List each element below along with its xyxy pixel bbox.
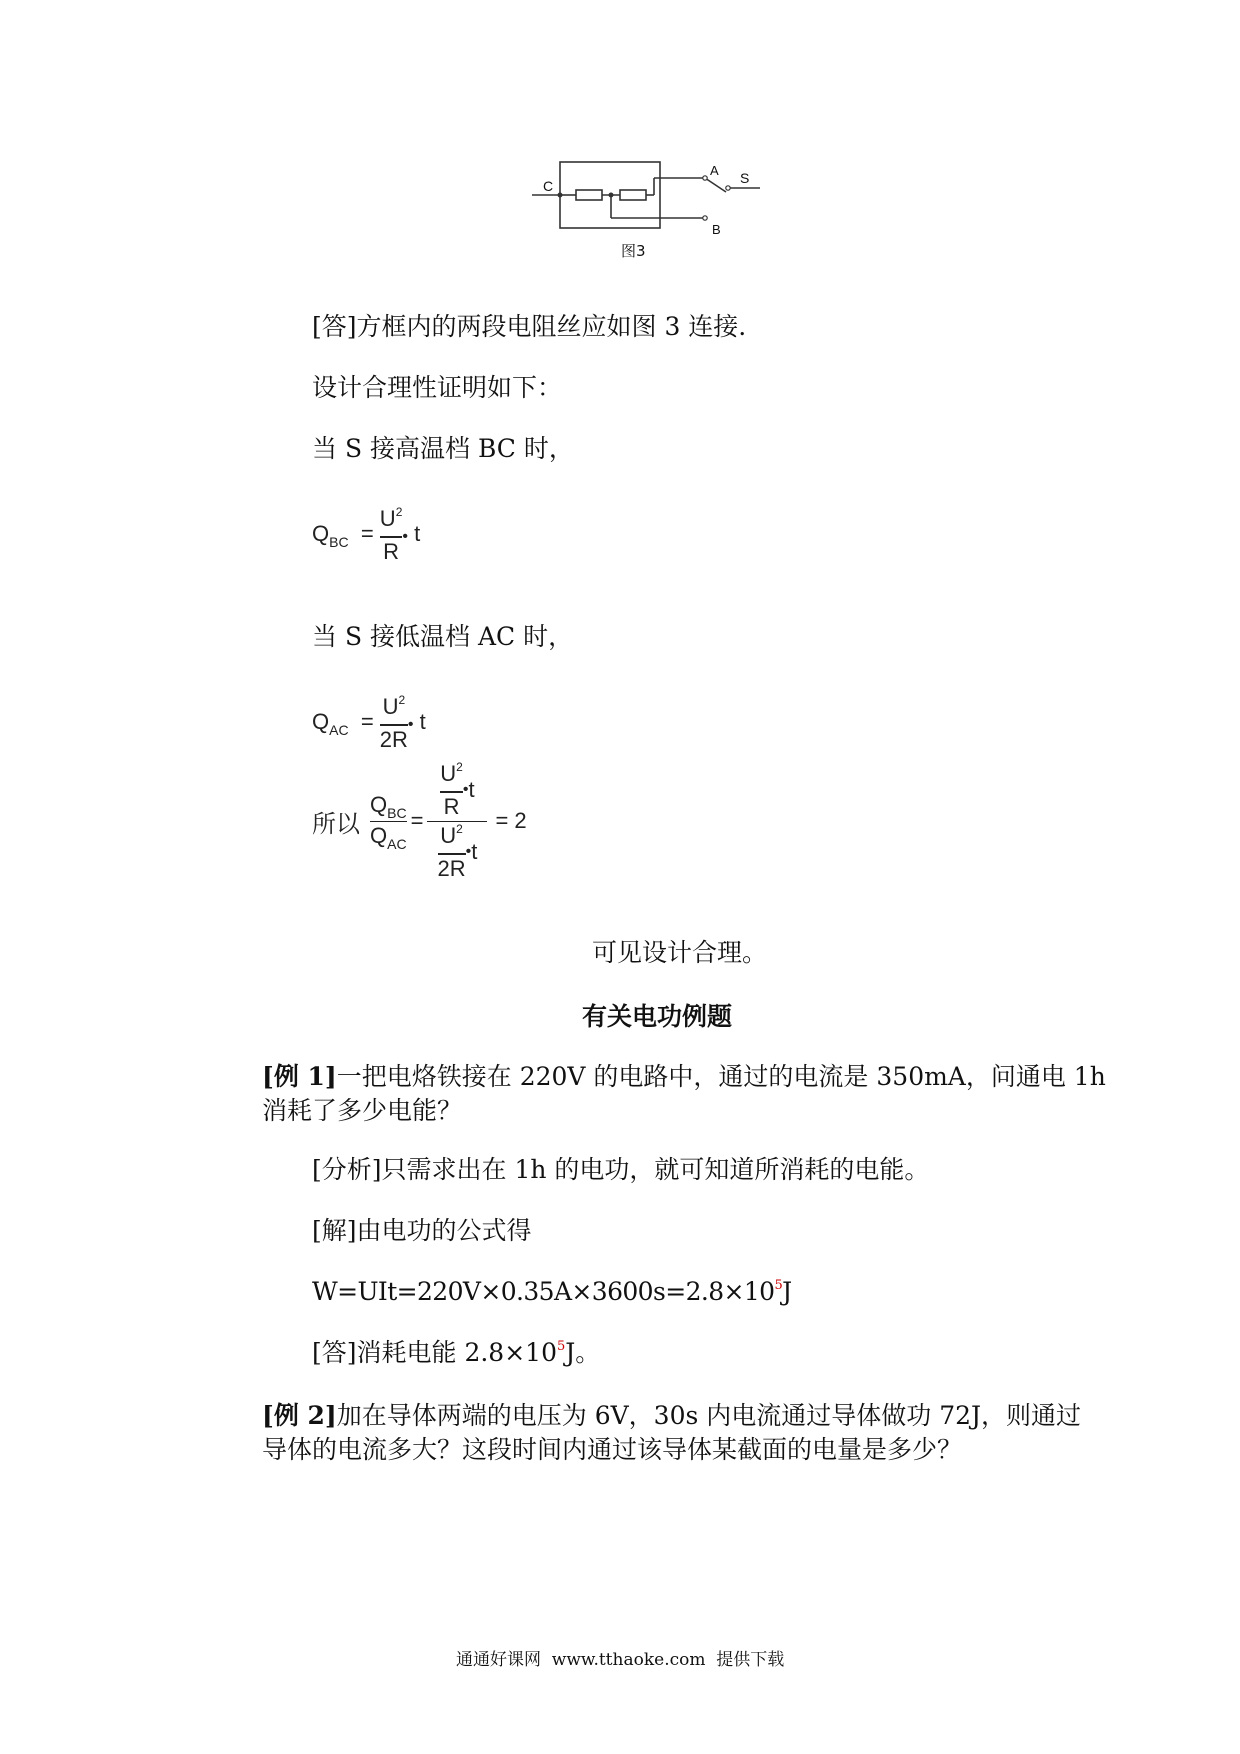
conclusion: 可见设计合理。 [592, 938, 768, 967]
example-2-question: [例 2]加在导体两端的电压为 6V，30s 内电流通过导体做功 72J，则通过 导体的电流多大？这段时间内通过该导体某截面的电量是多少？ [262, 1401, 1082, 1464]
example-1-answer: [答]消耗电能 $2.8\times 10^5J$。 [312, 1338, 601, 1367]
formula-q-bc: $Q_{BC}$ = $\frac{U^2}{R}$ • t [312, 505, 421, 564]
example-2-tag: [例 2] [262, 1401, 337, 1430]
ratio-prefix: 所以 [312, 809, 360, 838]
example-1-question: [例 1]一把电烙铁接在 220V 的电路中，通过的电流是 350mA，问通电 1h 消耗了多少电能？ [262, 1062, 1106, 1125]
example-1-tag: [例 1] [262, 1062, 337, 1091]
switch-label-s: S [740, 170, 750, 186]
example-1-analysis: [分析]只需求出在 1h 的电功，就可知道所消耗的电能。 [312, 1155, 930, 1184]
figure-caption: 图3 [621, 242, 646, 260]
formula-q-ac: $Q_{AC}$ = $\frac{U^2}{2R}$ • t [312, 693, 426, 752]
node-label-c: C [543, 178, 554, 194]
high-temp-case: 当 S 接高温档 BC 时， [312, 434, 574, 463]
circuit-diagram [520, 150, 800, 260]
example-1-solution: [解]由电功的公式得 [312, 1216, 532, 1245]
ratio-formula: 所以 $\frac{Q_{BC}}{Q_{AC}}$ = $\frac{U^2}{R}$ • t $\frac{U^2}{2R}$ • t = 2 [312, 760, 527, 881]
section-title: 有关电功例题 [582, 1002, 733, 1031]
example-1-calculation: $W=UIt=220V\times 0.35A\times 3600s=2.8\times 10^5J$ [312, 1277, 792, 1306]
node-label-b: B [712, 222, 721, 237]
answer-paragraph: [答]方框内的两段电阻丝应如图 3 连接. [312, 312, 747, 341]
proof-intro: 设计合理性证明如下： [312, 373, 563, 402]
low-temp-case: 当 S 接低温档 AC 时， [312, 622, 574, 651]
node-label-a: A [710, 163, 719, 178]
page-footer: 通通好课网 www.tthaoke.com 提供下载 [456, 1650, 785, 1670]
